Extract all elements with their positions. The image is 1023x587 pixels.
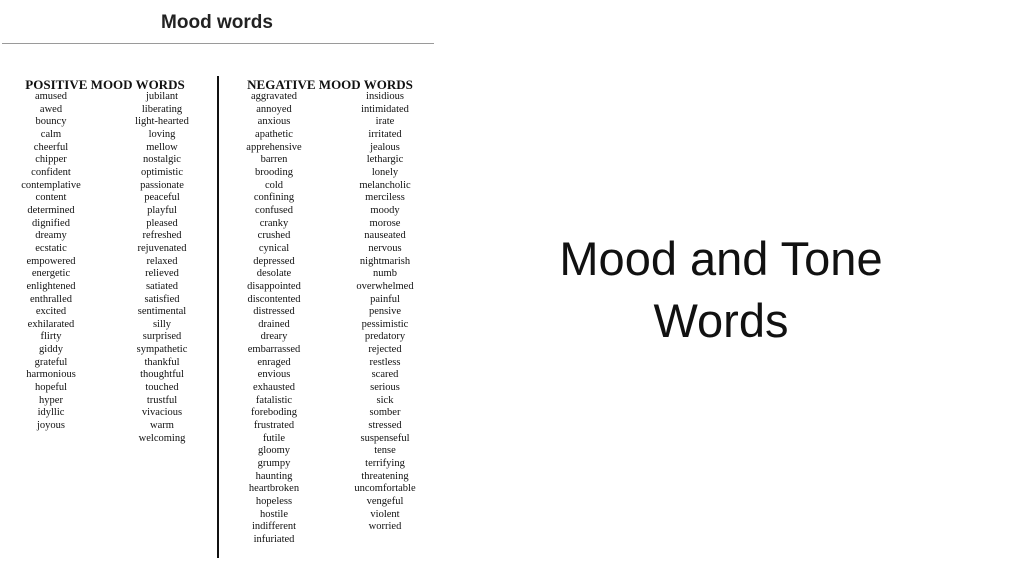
mood-word: haunting	[255, 470, 293, 482]
mood-word: grateful	[34, 356, 68, 368]
mood-word: calm	[40, 128, 62, 140]
mood-word: amused	[34, 91, 68, 102]
mood-word: brooding	[255, 166, 293, 178]
mood-word: enthralled	[30, 293, 72, 305]
mood-word: harmonious	[26, 369, 76, 381]
mood-word: sentimental	[137, 306, 187, 318]
mood-word: jealous	[370, 141, 400, 153]
mood-word: scared	[371, 369, 399, 381]
mood-word: enraged	[257, 356, 291, 368]
mood-word: irritated	[368, 128, 402, 140]
negative-words-column-1	[229, 91, 319, 547]
mood-word: hostile	[260, 508, 288, 520]
mood-word: painful	[370, 293, 400, 305]
mood-word: relaxed	[146, 255, 178, 267]
mood-word: rejected	[368, 344, 402, 356]
mood-word: envious	[257, 369, 291, 381]
mood-word: aggravated	[250, 91, 298, 102]
mood-word: moody	[370, 204, 400, 216]
mood-word: discontented	[247, 293, 301, 305]
mood-word: numb	[373, 268, 397, 280]
mood-word: surprised	[142, 331, 182, 343]
mood-word: depressed	[253, 255, 295, 267]
column-divider	[217, 76, 219, 558]
mood-word: cold	[264, 179, 284, 191]
mood-word: dignified	[32, 217, 70, 229]
mood-word: hopeful	[34, 382, 68, 394]
mood-word: melancholic	[359, 179, 411, 191]
mood-word: loving	[148, 128, 176, 140]
mood-word: exhilarated	[27, 318, 75, 330]
title-underline	[2, 43, 434, 44]
mood-word: desolate	[256, 268, 292, 280]
mood-word: rejuvenated	[137, 242, 187, 254]
mood-word: pensive	[368, 306, 402, 318]
mood-word: contemplative	[21, 179, 81, 191]
mood-word: disappointed	[247, 280, 301, 292]
mood-word: hyper	[39, 394, 63, 406]
mood-word: liberating	[141, 103, 183, 115]
mood-word: merciless	[365, 192, 405, 204]
mood-word: infuriated	[253, 533, 295, 545]
mood-word: threatening	[361, 470, 409, 482]
mood-word: hopeless	[255, 496, 293, 507]
mood-word: suspenseful	[360, 432, 410, 444]
mood-word: restless	[369, 356, 401, 368]
slide-title	[500, 228, 942, 352]
negative-words-column-2	[340, 91, 430, 534]
mood-word: uncomfortable	[354, 483, 416, 495]
positive-heading: POSITIVE MOOD WORDS	[25, 77, 185, 92]
mood-word: nauseated	[364, 230, 406, 242]
mood-word: predatory	[364, 331, 406, 343]
mood-word: energetic	[31, 268, 71, 280]
mood-word: optimistic	[141, 166, 183, 178]
mood-word: terrifying	[365, 458, 405, 470]
slide-title-line-1: Mood and Tone	[559, 232, 883, 285]
mood-word: crushed	[257, 230, 291, 242]
document-title: Mood words	[161, 12, 273, 33]
mood-word: confused	[255, 204, 293, 216]
mood-word: worried	[368, 521, 402, 533]
positive-words-column-2	[117, 91, 207, 445]
mood-word: refreshed	[142, 230, 182, 242]
mood-word: nightmarish	[359, 255, 411, 267]
mood-word: satisfied	[144, 293, 180, 305]
mood-word: vivacious	[141, 407, 183, 419]
mood-word: grumpy	[257, 458, 291, 470]
mood-word: thankful	[144, 356, 180, 368]
mood-word: tense	[374, 445, 396, 457]
mood-word: excited	[35, 306, 67, 318]
mood-word: nervous	[368, 242, 402, 254]
mood-word: lethargic	[366, 154, 404, 166]
mood-word: dreamy	[35, 230, 67, 242]
mood-word: lonely	[371, 166, 399, 178]
mood-word: flirty	[40, 331, 62, 343]
mood-word: morose	[369, 217, 401, 229]
mood-word: mellow	[146, 141, 178, 153]
mood-word: content	[35, 192, 67, 204]
mood-word: passionate	[140, 179, 184, 191]
positive-words-column-1	[6, 91, 96, 433]
mood-word: gloomy	[257, 445, 291, 457]
mood-word: peaceful	[144, 192, 180, 204]
mood-word: enlightened	[26, 280, 76, 292]
slide-title-line-2: Words	[653, 294, 789, 347]
mood-word: serious	[370, 382, 400, 394]
mood-word: distressed	[253, 306, 295, 318]
mood-word: pessimistic	[361, 318, 409, 330]
mood-word: warm	[150, 420, 174, 432]
mood-word: cynical	[258, 242, 290, 254]
mood-word: heartbroken	[248, 483, 300, 495]
mood-word: overwhelmed	[356, 280, 414, 292]
mood-word: futile	[262, 432, 286, 444]
mood-word: fatalistic	[255, 394, 293, 406]
mood-word: silly	[152, 318, 172, 330]
mood-word: exhausted	[253, 382, 295, 394]
mood-word: touched	[145, 382, 179, 394]
mood-word: indifferent	[251, 521, 297, 533]
mood-word: irate	[375, 116, 395, 128]
mood-word: welcoming	[138, 432, 186, 444]
mood-word: vengeful	[366, 496, 404, 507]
mood-word: playful	[147, 204, 177, 216]
mood-word: confident	[31, 166, 71, 178]
mood-word: empowered	[26, 255, 76, 267]
mood-word: bouncy	[35, 116, 67, 128]
mood-word: intimidated	[361, 103, 409, 115]
negative-heading: NEGATIVE MOOD WORDS	[247, 77, 413, 92]
mood-word: relieved	[145, 268, 179, 280]
mood-word: giddy	[39, 344, 63, 356]
mood-word: chipper	[35, 154, 67, 166]
mood-word: joyous	[36, 420, 65, 432]
mood-word: jubilant	[145, 91, 179, 102]
mood-word: embarrassed	[247, 344, 301, 356]
mood-word: awed	[39, 103, 63, 115]
mood-word: apprehensive	[246, 141, 302, 153]
mood-word: insidious	[366, 91, 404, 102]
mood-word: ecstatic	[35, 242, 67, 254]
mood-word: determined	[27, 204, 75, 216]
mood-word: satiated	[145, 280, 179, 292]
mood-word: sick	[376, 394, 394, 406]
mood-word: frustrated	[253, 420, 295, 432]
mood-word: thoughtful	[140, 369, 184, 381]
mood-word: nostalgic	[143, 154, 181, 166]
mood-word: dreary	[260, 331, 288, 343]
mood-word: barren	[260, 154, 288, 166]
mood-word: anxious	[257, 116, 291, 128]
mood-word: pleased	[146, 217, 178, 229]
mood-word: cheerful	[33, 141, 69, 153]
mood-word: idyllic	[37, 407, 65, 419]
mood-word: confining	[253, 192, 295, 204]
mood-word: apathetic	[255, 128, 293, 140]
mood-word: stressed	[368, 420, 402, 432]
mood-word: foreboding	[250, 407, 298, 419]
mood-word: sympathetic	[136, 344, 188, 356]
mood-word: annoyed	[256, 103, 292, 115]
mood-word: cranky	[259, 217, 289, 229]
mood-word: drained	[258, 318, 290, 330]
mood-word: somber	[369, 407, 401, 419]
mood-word: light-hearted	[135, 116, 189, 128]
mood-word: violent	[370, 508, 400, 520]
mood-word: trustful	[146, 394, 178, 406]
